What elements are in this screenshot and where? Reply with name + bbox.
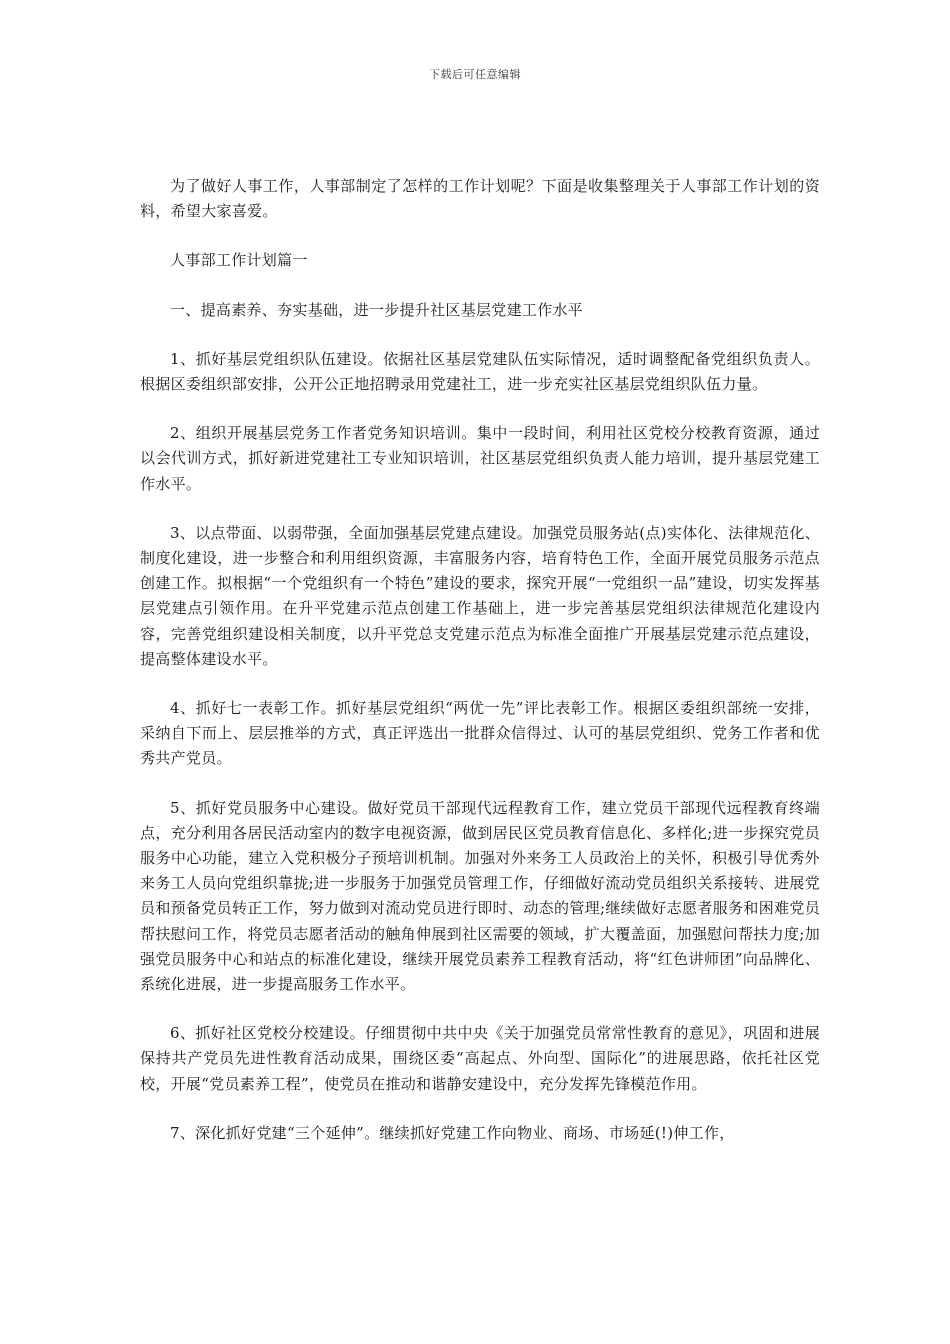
article-title: 人事部工作计划篇一 <box>170 251 308 270</box>
list-item: 4、抓好七一表彰工作。抓好基层党组织“两优一先”评比表彰工作。根据区委组织部统一安排，采纳自下而上、层层推举的方式，真正评选出一批群众信得过、认可的基层党组织、党务工作者和优秀共产党员。 <box>140 699 820 768</box>
list-item: 7、深化抓好党建“三个延伸”。继续抓好党建工作向物业、商场、市场延(!)伸工作， <box>170 1123 735 1142</box>
list-item: 6、抓好社区党校分校建设。仔细贯彻中共中央《关于加强党员常常性教育的意见》，巩固和进展保持共产党员先进性教育活动成果，围绕区委“高起点、外向型、国际化”的进展思路，依托社区党校，开展“党员素养工程”，使党员在推动和谐静安建设中，充分发挥先锋模范作用。 <box>140 1024 820 1093</box>
list-item: 1、抓好基层党组织队伍建设。依据社区基层党建队伍实际情况，适时调整配备党组织负责人。根据区委组织部安排，公开公正地招聘录用党建社工，进一步充实社区基层党组织队伍力量。 <box>140 349 820 394</box>
list-item: 2、组织开展基层党务工作者党务知识培训。集中一段时间，利用社区党校分校教育资源，通过以会代训方式，抓好新进党建社工专业知识培训，社区基层党组织负责人能力培训，提升基层党建工作水平。 <box>140 424 820 493</box>
section-heading: 一、提高素养、夯实基础，进一步提升社区基层党建工作水平 <box>170 300 584 319</box>
page-header: 下载后可任意编辑 <box>429 68 521 81</box>
document-body <box>140 174 820 1170</box>
list-item: 5、抓好党员服务中心建设。做好党员干部现代远程教育工作，建立党员干部现代远程教育终端点，充分利用各居民活动室内的数字电视资源，做到居民区党员教育信息化、多样化;进一步探究党员服务中心功能，建立入党积极分子预培训机制。加强对外来务工人员政治上的关怀，积极引导优秀外来务工人员向党组织靠拢;进一步服务于加强党员管理工作，仔细做好流动党员组织关系接转、进展党员和预备党员转正工作，努力做到对流动党员进行即时、动态的管理;继续做好志愿者服务和困难党员帮扶慰问工作，将党员志愿者活动的触角伸展到社区需要的领域，扩大覆盖面，加强慰问帮扶力度;加强党员服务中心和站点的标准化建设，继续开展党员素养工程教育活动，将“红色讲师团”向品牌化、系统化进展，进一步提高服务工作水平。 <box>140 798 820 994</box>
list-item: 3、以点带面、以弱带强，全面加强基层党建点建设。加强党员服务站(点)实体化、法律规范化、制度化建设，进一步整合和利用组织资源，丰富服务内容，培育特色工作，全面开展党员服务示范点创建工作。拟根据“一个党组织有一个特色”建设的要求，探究开展“一党组织一品”建设，切实发挥基层党建点引领作用。在升平党建示范点创建工作基础上，进一步完善基层党组织法律规范化建设内容，完善党组织建设相关制度，以升平党总支党建示范点为标准全面推广开展基层党建示范点建设，提高整体建设水平。 <box>140 523 820 668</box>
intro-paragraph: 为了做好人事工作，人事部制定了怎样的工作计划呢？下面是收集整理关于人事部工作计划的资料，希望大家喜爱。 <box>140 177 820 221</box>
